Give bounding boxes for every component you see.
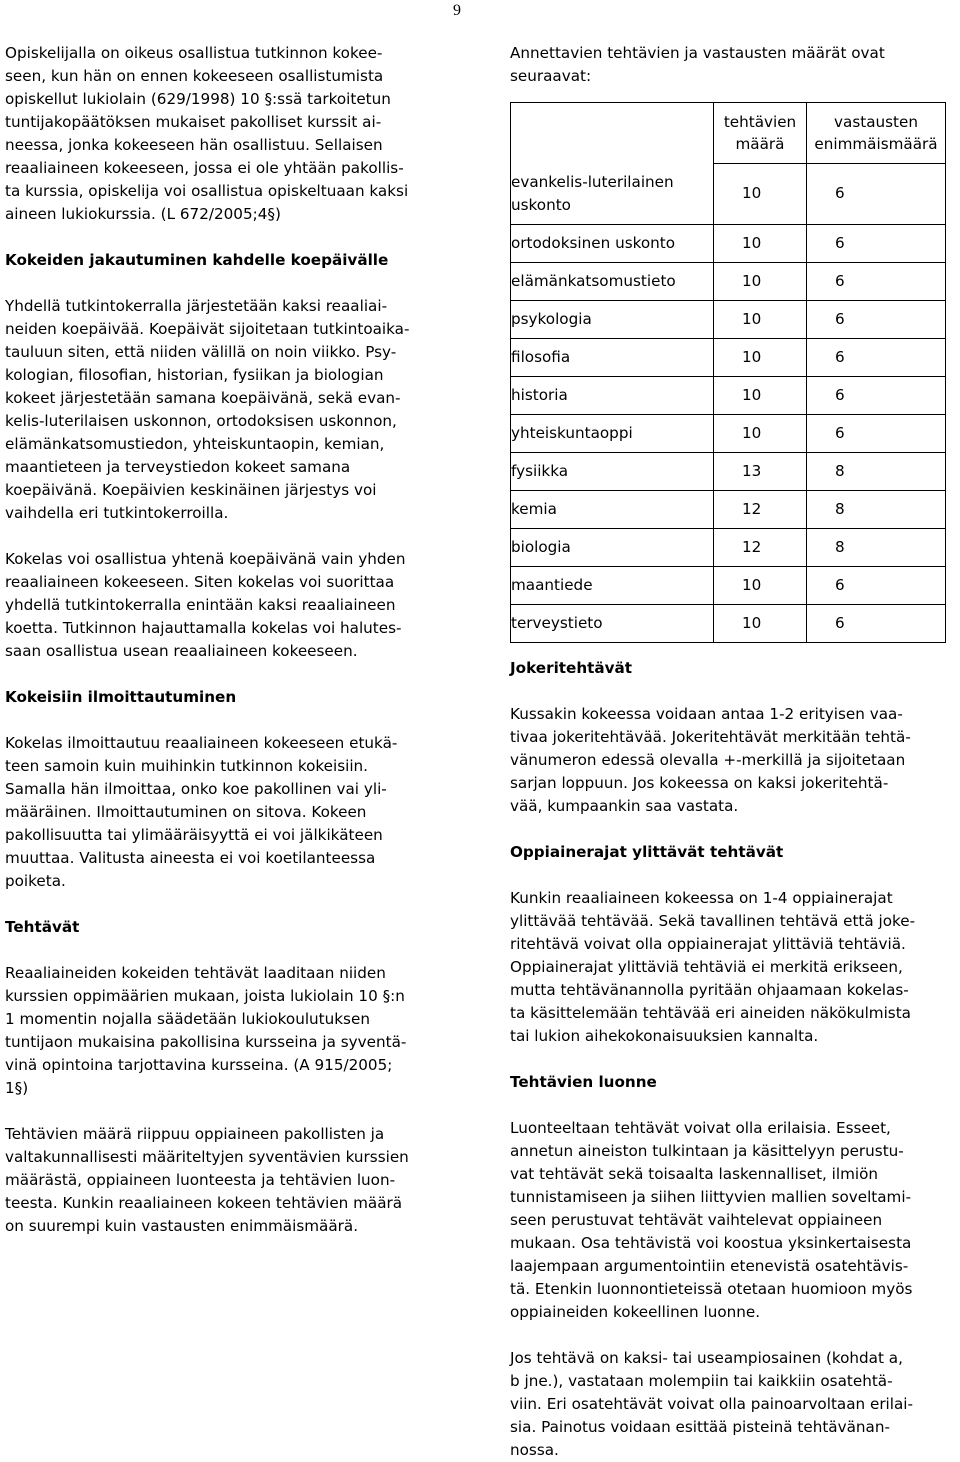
table-row	[511, 376, 946, 414]
table-cell-tasks: 10	[714, 262, 807, 300]
table-cell-subject: filosofia	[511, 338, 714, 376]
table-header-row	[511, 103, 946, 164]
table-cell-answers: 6	[807, 262, 946, 300]
task-count-table	[510, 102, 946, 643]
table-row	[511, 164, 946, 225]
page-number: 9	[453, 2, 461, 19]
heading-task-nature: Tehtävien luonne	[510, 1072, 657, 1091]
table-cell-answers: 6	[807, 164, 946, 225]
table-cell-tasks: 10	[714, 164, 807, 225]
table-cell-tasks: 13	[714, 452, 807, 490]
paragraph-multipart-tasks: Jos tehtävä on kaksi- tai useampiosainen (kohdat a, b jne.), vastataan molempiin tai kaikkiin osatehtä- viin. Eri osatehtävät voivat olla painoarvoltaan erilai- sia. Painotus voidaan esittää pisteinä tehtävänan- nossa.	[510, 1348, 914, 1459]
table-header-subject	[511, 103, 714, 164]
table-cell-tasks: 12	[714, 528, 807, 566]
table-cell-answers: 6	[807, 300, 946, 338]
table-cell-subject: maantiede	[511, 566, 714, 604]
table-cell-answers: 6	[807, 566, 946, 604]
table-cell-answers: 6	[807, 376, 946, 414]
table-cell-tasks: 10	[714, 224, 807, 262]
table-cell-answers: 6	[807, 414, 946, 452]
table-cell-subject: kemia	[511, 490, 714, 528]
table-header-tasks: tehtävien määrä	[714, 103, 807, 164]
table-row	[511, 338, 946, 376]
table-cell-subject: elämänkatsomustieto	[511, 262, 714, 300]
heading-joker-tasks: Jokeritehtävät	[510, 658, 633, 677]
table-row	[511, 566, 946, 604]
table-cell-subject: yhteiskuntaoppi	[511, 414, 714, 452]
paragraph-one-exam-per-day: Kokelas voi osallistua yhtenä koepäivänä vain yhden reaaliaineen kokeeseen. Siten kokelas voi suorittaa yhdellä tutkintokerralla enintään kaksi reaaliaineen koetta. Tutkinnon hajauttamalla kokelas voi halutes- saan osallistua usean reaaliaineen kokeeseen.	[5, 550, 406, 660]
table-cell-subject: terveystieto	[511, 604, 714, 642]
table-cell-subject: evankelis-luterilainen uskonto	[511, 164, 714, 225]
table-cell-subject: psykologia	[511, 300, 714, 338]
paragraph-task-nature: Luonteeltaan tehtävät voivat olla erilaisia. Esseet, annetun aineiston tulkintaan ja käsittelyyn perustu- vat tehtävät sekä toisaalta laskennalliset, ilmiön tunnistamiseen ja siihen liittyvien mallien soveltami- seen perustuvat tehtävät vaihtelevat oppiaineen mukaan. Osa tehtävistä voi koostua yksinkertaisesta laajempaan argumentointiin etenevistä osatehtävis- tä. Etenkin luonnontieteissä otetaan huomioon myös oppiaineiden kokeellinen luonne.	[510, 1118, 913, 1321]
paragraph-exam-days: Yhdellä tutkintokerralla järjestetään kaksi reaaliai- neiden koepäivää. Koepäivät sijoitetaan tutkintoaika- tauluun siten, että niiden välillä on noin viikko. Psy- kologian, filosofian, historian, fysiikan ja biologian kokeet järjestetään samana koepäivänä, sekä evan- kelis-luterilaisen uskonnon, ortodoksisen uskonnon, elämänkatsomustiedon, yhteiskuntaopin, kemian, maantieteen ja terveystiedon kokeet samana koepäivänä. Koepäivien keskinäinen järjestys voi vaihdella eri tutkintokerroilla.	[5, 297, 410, 522]
table-row	[511, 452, 946, 490]
table-cell-tasks: 10	[714, 300, 807, 338]
table-row	[511, 528, 946, 566]
paragraph-joker-tasks: Kussakin kokeessa voidaan antaa 1-2 erityisen vaa- tivaa jokeritehtävää. Jokeritehtävät merkitään tehtä- vänumeron edessä olevalla +-merkillä ja sijoitetaan sarjan loppuun. Jos kokeessa on kaksi jokeritehtä- vää, kumpaankin saa vastata.	[510, 704, 911, 815]
table-cell-tasks: 10	[714, 376, 807, 414]
table-cell-tasks: 10	[714, 604, 807, 642]
table-row	[511, 262, 946, 300]
paragraph-interdisciplinary: Kunkin reaaliaineen kokeessa on 1-4 oppiainerajat ylittävää tehtävää. Sekä tavallinen tehtävä että joke- ritehtävä voivat olla oppiainerajat ylittäviä tehtäviä. Oppiainerajat ylittäviä tehtäviä ei merkitä erikseen, mutta tehtävänannolla pyritään ohjaamaan kokelas- ta käsittelemään tehtävää eri aineiden näkökulmista tai lukion aihekokonaisuuksien kannalta.	[510, 888, 916, 1045]
table-cell-answers: 8	[807, 490, 946, 528]
paragraph-task-count: Tehtävien määrä riippuu oppiaineen pakollisten ja valtakunnallisesti määriteltyjen syventävien kurssien määrästä, oppiaineen luonteesta ja tehtävien luon- teesta. Kunkin reaaliaineen kokeen tehtävien määrä on suurempi kuin vastausten enimmäismäärä.	[5, 1125, 409, 1235]
paragraph-table-intro: Annettavien tehtävien ja vastausten määrät ovat seuraavat:	[510, 44, 885, 85]
heading-interdisciplinary: Oppiainerajat ylittävät tehtävät	[510, 842, 784, 861]
table-cell-answers: 8	[807, 528, 946, 566]
table-row	[511, 414, 946, 452]
heading-registration: Kokeisiin ilmoittautuminen	[5, 688, 237, 706]
table-cell-tasks: 10	[714, 566, 807, 604]
table-cell-answers: 6	[807, 604, 946, 642]
table-cell-subject: fysiikka	[511, 452, 714, 490]
heading-exam-days: Kokeiden jakautuminen kahdelle koepäivälle	[5, 251, 389, 269]
table-row	[511, 604, 946, 642]
heading-tasks: Tehtävät	[5, 918, 80, 936]
table-row	[511, 300, 946, 338]
paragraph-participation-rights: Opiskelijalla on oikeus osallistua tutkinnon kokee- seen, kun hän on ennen kokeeseen osallistumista opiskellut lukiolain (629/1998) 10 §:ssä tarkoitetun tuntijakopäätöksen mukaiset pakolliset kurssit ai- neessa, jonka kokeeseen hän osallistuu. Sellaisen reaaliaineen kokeeseen, jossa ei ole yhtään pakollis- ta kurssia, opiskelija voi osallistua opiskeltuaan kaksi aineen lukiokurssia. (L 672/2005;4§)	[5, 44, 409, 223]
right-column	[510, 42, 950, 1462]
left-column	[5, 42, 445, 1238]
table-cell-answers: 6	[807, 224, 946, 262]
table-header-answers: vastausten enimmäismäärä	[807, 103, 946, 164]
table-cell-subject: historia	[511, 376, 714, 414]
table-cell-tasks: 12	[714, 490, 807, 528]
paragraph-registration: Kokelas ilmoittautuu reaaliaineen kokeeseen etukä- teen samoin kuin muihinkin tutkinnon kokeisiin. Samalla hän ilmoittaa, onko koe pakollinen vai yli- määräinen. Ilmoittautuminen on sitova. Kokeen pakollisuutta tai ylimääräisyyttä ei voi jälkikäteen muuttaa. Valitusta aineesta ei voi koetilanteessa poiketa.	[5, 734, 398, 890]
table-cell-answers: 6	[807, 338, 946, 376]
table-cell-subject: ortodoksinen uskonto	[511, 224, 714, 262]
table-row	[511, 224, 946, 262]
table-cell-tasks: 10	[714, 338, 807, 376]
paragraph-task-basis: Reaaliaineiden kokeiden tehtävät laaditaan niiden kurssien oppimäärien mukaan, joista lukiolain 10 §:n 1 momentin nojalla säädetään lukiokoulutuksen tuntijaon mukaisina pakollisina kursseina ja syventä- vinä opintoina tarjottavina kursseina. (A 915/2005; 1§)	[5, 964, 407, 1097]
table-cell-subject: biologia	[511, 528, 714, 566]
table-row	[511, 490, 946, 528]
table-cell-answers: 8	[807, 452, 946, 490]
table-cell-tasks: 10	[714, 414, 807, 452]
